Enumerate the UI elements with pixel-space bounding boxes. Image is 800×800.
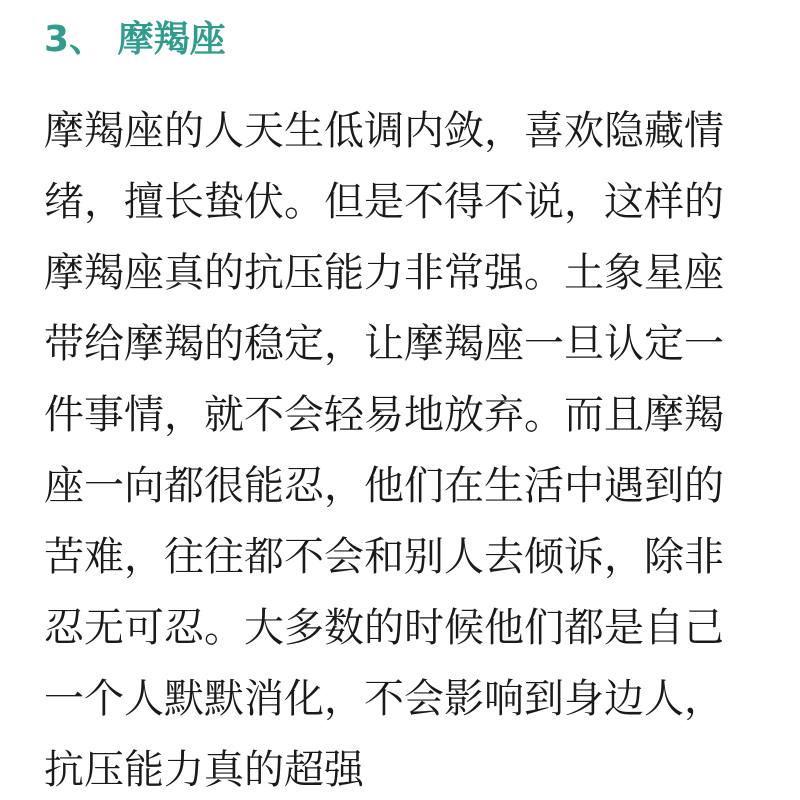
body-line: 摩羯座的人天生低调内敛，喜欢隐藏情	[44, 108, 724, 154]
body-paragraph	[44, 96, 764, 800]
body-line: 苦难，往往都不会和别人去倾诉，除非	[44, 534, 724, 580]
body-line: 带给摩羯的稳定，让摩羯座一旦认定一	[44, 321, 724, 367]
body-line: 摩羯座真的抗压能力非常强。土象星座	[44, 250, 724, 296]
body-line: 一个人默默消化，不会影响到身边人，	[44, 676, 724, 722]
body-line: 抗压能力真的超强	[44, 747, 364, 793]
body-line: 座一向都很能忍，他们在生活中遇到的	[44, 463, 724, 509]
body-line: 忍无可忍。大多数的时候他们都是自己	[44, 605, 724, 651]
section-heading: 3、 摩羯座	[44, 19, 226, 60]
body-line: 件事情，就不会轻易地放弃。而且摩羯	[44, 392, 724, 438]
body-line: 绪，擅长蛰伏。但是不得不说，这样的	[44, 179, 724, 225]
